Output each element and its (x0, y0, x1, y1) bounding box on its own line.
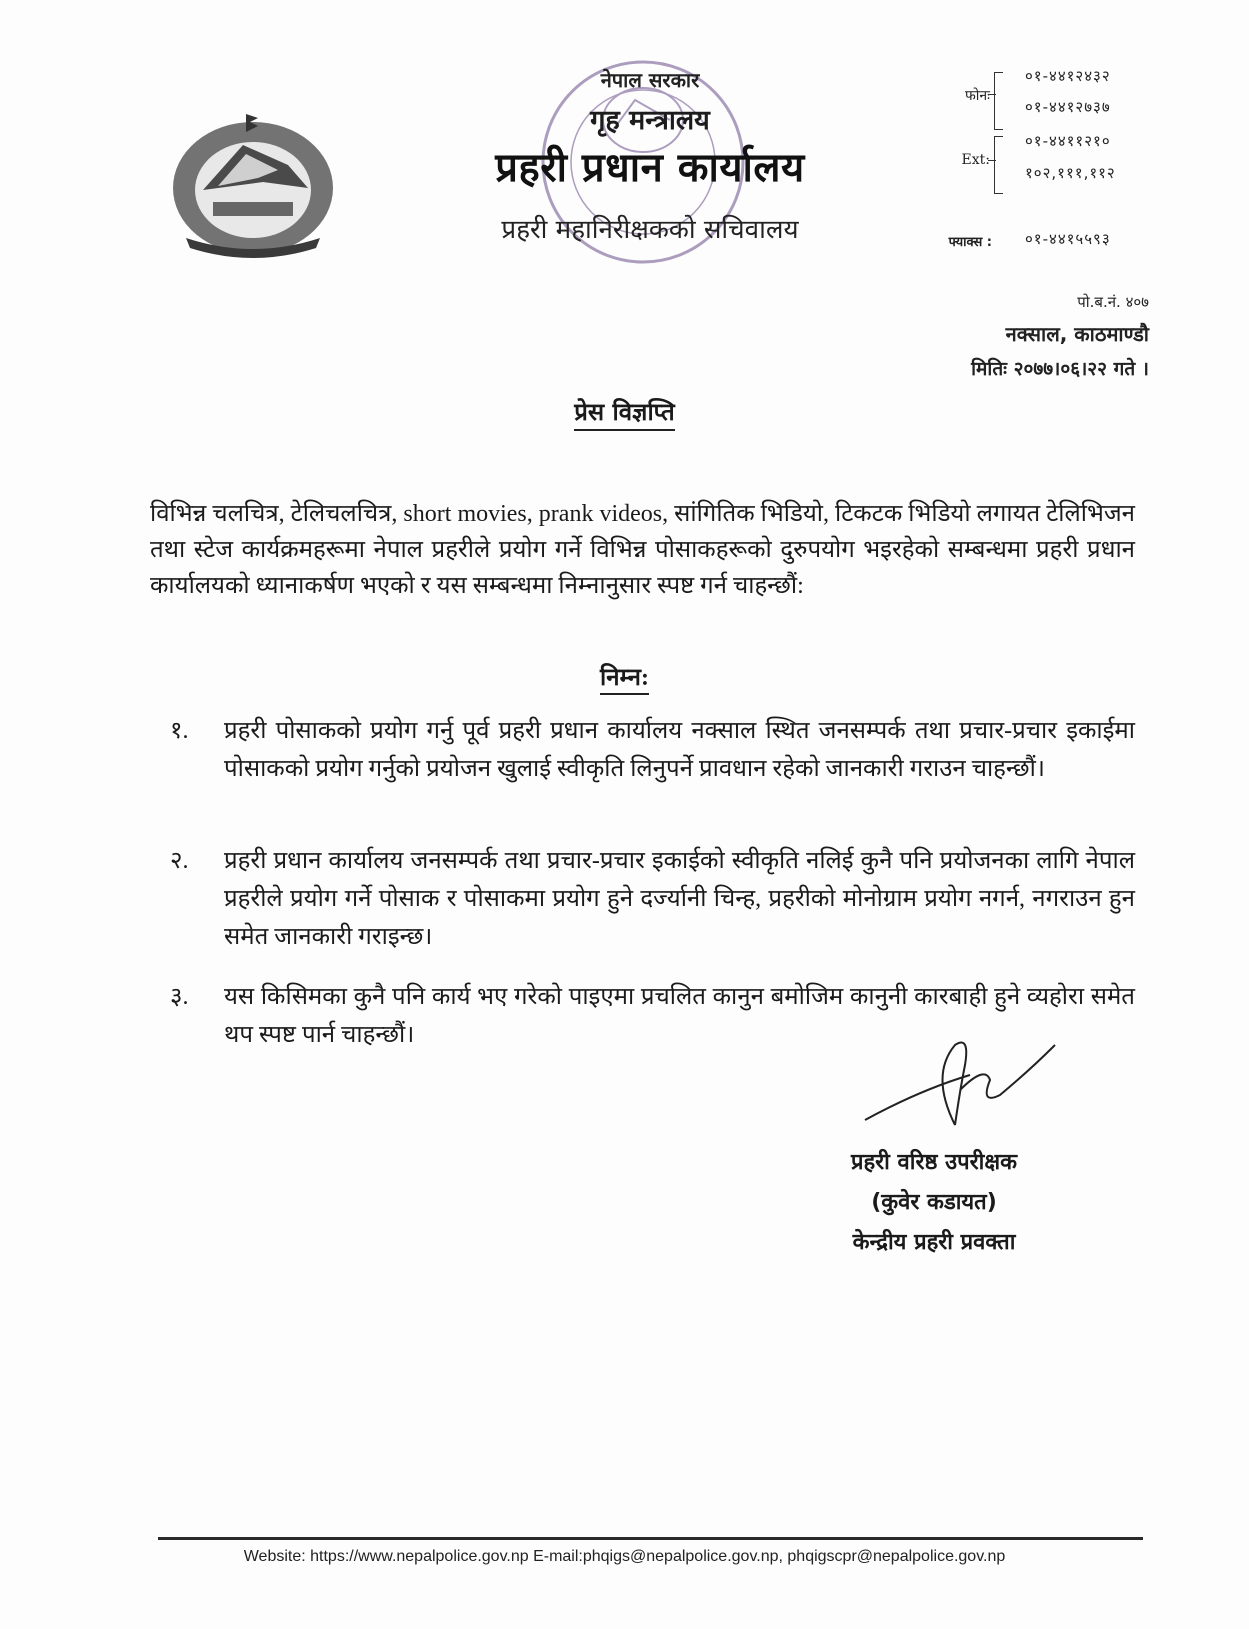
signatory-rank: प्रहरी वरिष्ठ उपरीक्षक (850, 1150, 1018, 1175)
phone-brace (994, 72, 1003, 130)
list-item-number: १. (170, 718, 189, 744)
list-item-text: यस किसिमका कुनै पनि कार्य भए गरेको पाइएमा प्रचलित कानुन बमोजिम कानुनी कारबाही हुने व्यहोरा समेत थप स्पष्ट पार्न चाहन्छौं। (224, 984, 1135, 1048)
ext-brace (994, 136, 1003, 194)
ext-number: ०१-४४११२१० (1025, 132, 1111, 150)
ext-number: १०२,१११,११२ (1025, 164, 1116, 182)
ext-brace-tick (988, 160, 996, 161)
signatory-name: (कुवेर कडायत) (871, 1190, 997, 1215)
phone-number: ०१-४४१२७३७ (1025, 98, 1111, 116)
office-name: प्रहरी प्रधान कार्यालय (495, 145, 805, 191)
footer-contact: Website: https://www.nepalpolice.gov.np E-mail:phqigs@nepalpolice.gov.np, phqigscpr@nepalpolice.gov.np (243, 1548, 1006, 1565)
letter-date: मितिः २०७७।०६।२२ गते । (971, 358, 1149, 380)
ministry-name: गृह मन्त्रालय (590, 105, 710, 136)
footer-divider (158, 1537, 1143, 1540)
signature-icon (860, 1035, 1060, 1135)
po-box: पो.ब.नं. ४०७ (1077, 293, 1149, 311)
list-item-text: प्रहरी पोसाकको प्रयोग गर्नु पूर्व प्रहरी प्रधान कार्यालय नक्साल स्थित जनसम्पर्क तथा प्रचार-प्रचार इकाईमा पोसाकको प्रयोग गर्नुको प्रयोजन खुलाई स्वीकृति लिनुपर्ने प्रावधान रहेको जानकारी गराउन चाहन्छौं। (224, 718, 1135, 782)
ext-label: Ext: (961, 152, 990, 168)
address-place: नक्साल, काठमाण्डौ (1005, 322, 1149, 346)
phone-label: फोनः (964, 88, 990, 104)
nepal-emblem-icon (158, 110, 348, 260)
document-title: प्रेस विज्ञप्ति (574, 398, 674, 431)
document-title-wrap (0, 395, 1249, 428)
government-name: नेपाल सरकार (600, 68, 700, 92)
secretariat-name: प्रहरी महानिरीक्षकको सचिवालय (501, 215, 799, 245)
phone-number: ०१-४४१२४३२ (1025, 67, 1111, 85)
list-item-number: २. (170, 848, 189, 874)
list-item (170, 842, 1135, 956)
fax-label: फ्याक्स : (948, 235, 992, 250)
list-item-text: प्रहरी प्रधान कार्यालय जनसम्पर्क तथा प्रचार-प्रचार इकाईको स्वीकृति नलिई कुनै पनि प्रयोजनका लागि नेपाल प्रहरीले प्रयोग गर्ने पोसाक र पोसाकमा प्रयोग हुने दर्ज्यानी चिन्ह, प्रहरीको मोनोग्राम प्रयोग नगर्न, नगराउन हुन समेत जानकारी गराइन्छ। (224, 848, 1135, 950)
subheading: निम्न: (600, 665, 649, 695)
list-item (170, 712, 1135, 788)
phone-brace-tick (988, 94, 996, 95)
list-item-number: ३. (170, 984, 189, 1010)
fax-number: ०१-४४१५५९३ (1025, 230, 1111, 248)
intro-paragraph: विभिन्न चलचित्र, टेलिचलचित्र, short movies, prank videos, सांगितिक भिडियो, टिकटक भिडियो लगायत टेलिभिजन तथा स्टेज कार्यक्रमहरूमा नेपाल प्रहरीले प्रयोग गर्ने विभिन्न पोसाकहरूको दुरुपयोग भइरहेको सम्बन्धमा प्रहरी प्रधान कार्यालयको ध्यानाकर्षण भएको र यस सम्बन्धमा निम्नानुसार स्पष्ट गर्न चाहन्छौं: (150, 501, 1135, 599)
subheading-wrap (0, 660, 1249, 693)
signatory-role: केन्द्रीय प्रहरी प्रवक्ता (852, 1230, 1016, 1255)
